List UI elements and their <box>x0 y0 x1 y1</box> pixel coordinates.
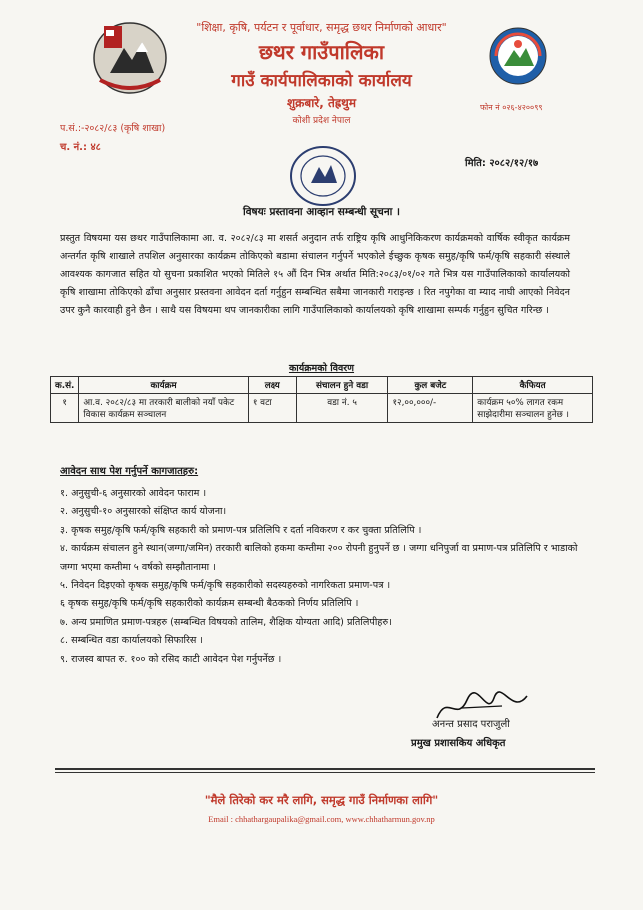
organization-name: छथर गाउँपालिका <box>258 40 385 64</box>
program-table <box>50 376 593 423</box>
letterhead-motto: "शिक्षा, कृषि, पर्यटन र पूर्वाधार, समृद्ध छथर निर्माणको आधार" <box>196 21 447 34</box>
footer-divider <box>55 768 595 770</box>
table-cell: १ वटा <box>248 394 296 423</box>
col-header: कार्यक्रम <box>79 377 248 394</box>
office-name: गाउँ कार्यपालिकाको कार्यालय <box>231 71 412 91</box>
dispatch-number: च. नं.: ४८ <box>60 142 101 153</box>
col-header: कैफियत <box>473 377 593 394</box>
signatory-name: अनन्त प्रसाद पराजुली <box>432 719 510 730</box>
list-item: १. अनुसुची-६ अनुसारको आवेदन फाराम । <box>60 488 207 499</box>
table-cell: कार्यक्रम ५०% लागत रकम साझेदारीमा सञ्चालन हुनेछ । <box>473 394 593 423</box>
col-header: कुल बजेट <box>388 377 473 394</box>
footer-contact: Email : chhathargaupalika@gmail.com, www.chhatharmun.gov.np <box>208 814 435 824</box>
list-item: ८. सम्बन्धित वडा कार्यालयको सिफारिस । <box>60 635 204 647</box>
list-item: ७. अन्य प्रमाणित प्रमाण-पत्रहरु (सम्बन्धित विषयको तालिम, शैक्षिक योग्यता आदि) प्रतिलिपीहरु। <box>60 616 392 628</box>
list-item: ४. कार्यक्रम संचालन हुने स्थान(जग्गा/जमिन) तरकारी बालिको हकमा कम्तीमा २०० रोपनी हुनुपर्ने छ । जग्गा धनिपुर्जा वा प्रमाण-पत्र प्रतिलिपि र भाडाको जग्गा भएमा कम्तीमा ५ वर्षको सम्झौतानामा । <box>60 543 578 573</box>
office-stamp-icon <box>287 143 359 209</box>
table-row <box>51 394 593 423</box>
footer-divider <box>55 772 595 773</box>
col-header: संचालन हुने वडा <box>296 377 388 394</box>
requirements-list <box>60 485 580 669</box>
col-header: क.सं. <box>51 377 79 394</box>
signatory-title: प्रमुख प्रशासकिय अधिकृत <box>411 738 506 749</box>
list-item: २. अनुसुची-१० अनुसारको संक्षिप्त कार्य योजना। <box>60 506 227 518</box>
notice-subject: विषयः प्रस्तावना आव्हान सम्बन्धी सूचना । <box>242 206 401 218</box>
list-item: ९. राजस्व बापत रु. १०० को रसिद काटी आवेदन पेश गर्नुपर्नेछ । <box>60 653 282 665</box>
reference-number: प.सं.:-२०८२/८३ (कृषि शाखा) <box>60 123 166 134</box>
list-item: ६ कृषक समुह/कृषि फर्म/कृषि सहकारीको कार्यक्रम सम्बन्धी बैठकको निर्णय प्रतिलिपि । <box>60 598 359 610</box>
phone-number: फोन नं ०२६-४२००९९ <box>480 103 543 112</box>
table-cell: १ <box>51 394 79 423</box>
list-item: ३. कृषक समुह/कृषि फर्म/कृषि सहकारी को प्रमाण-पत्र प्रतिलिपि र दर्ता नविकरण र कर चुक्ता प्रतिलिपि । <box>60 524 422 536</box>
table-cell: आ.व. २०८२/८३ मा तरकारी बालीको नयाँ पकेट विकास कार्यक्रम सञ्चालन <box>79 394 248 423</box>
program-table-title: कार्यक्रमको विवरण <box>288 363 355 374</box>
list-item: ५. निवेदन दिइएको कृषक समुह/कृषि फर्म/कृषि सहकारीको सदस्यहरुको नागरिकता प्रमाण-पत्र । <box>60 580 391 592</box>
table-header-row <box>51 377 593 394</box>
notice-date: मिति: २०८२/१२/१७ <box>465 158 539 169</box>
footer-slogan: "मैले तिरेको कर मरै लागि, समृद्ध गाउँ निर्माणका लागि" <box>204 793 439 807</box>
table-cell: वडा नं. ५ <box>296 394 388 423</box>
office-address: शुक्रबारे, तेह्रथुम <box>286 96 357 110</box>
col-header: लक्ष्य <box>248 377 296 394</box>
notice-body: प्रस्तुत विषयमा यस छथर गाउँपालिकामा आ. व. २०८२/८३ मा शसर्त अनुदान तर्फ राष्ट्रिय कृषि आधुनिकिकरण कार्यक्रमको वार्षिक स्वीकृत कार्यक्रम अन्तर्गत कृषि शाखाले तपशिल अनुसारका कार्यक्रम तोकिएको बडामा संचालन गर्नुपर्ने भएकोले ईच्छुक कृषक समुह/कृषि फर्म/कृषि सहकारी संस्थाले आवश्यक कागजात सहित यो सुचना प्रकाशित भएको मितिले १५ औं दिन भित्र अर्थात मिति:२०८३/०१/०२ गते भित्र यस गाउँपालिकाको कार्यालयको कृषि शाखामा तोकिएको ढाँचा अनुसार प्रस्तवना आवेदन दर्ता गर्नुहुन सम्बन्धित सबैमा जानकारी गराइन्छ । रित नपुगेका वा म्याद नाघी आएको निवेदन उपर कुनै कारवाही हुने छैन । साथै यस विषयमा थप जानकारीका लागि गाउँपालिकाको कार्यालयको कृषि शाखामा सम्पर्क गर्नुहुन सुचित गरिन्छ । <box>60 233 570 316</box>
table-cell: १२,००,०००/- <box>388 394 473 423</box>
province-name: कोशी प्रदेश नेपाल <box>292 116 351 126</box>
requirements-title: आवेदन साथ पेश गर्नुपर्ने कागजातहरु: <box>60 466 199 477</box>
